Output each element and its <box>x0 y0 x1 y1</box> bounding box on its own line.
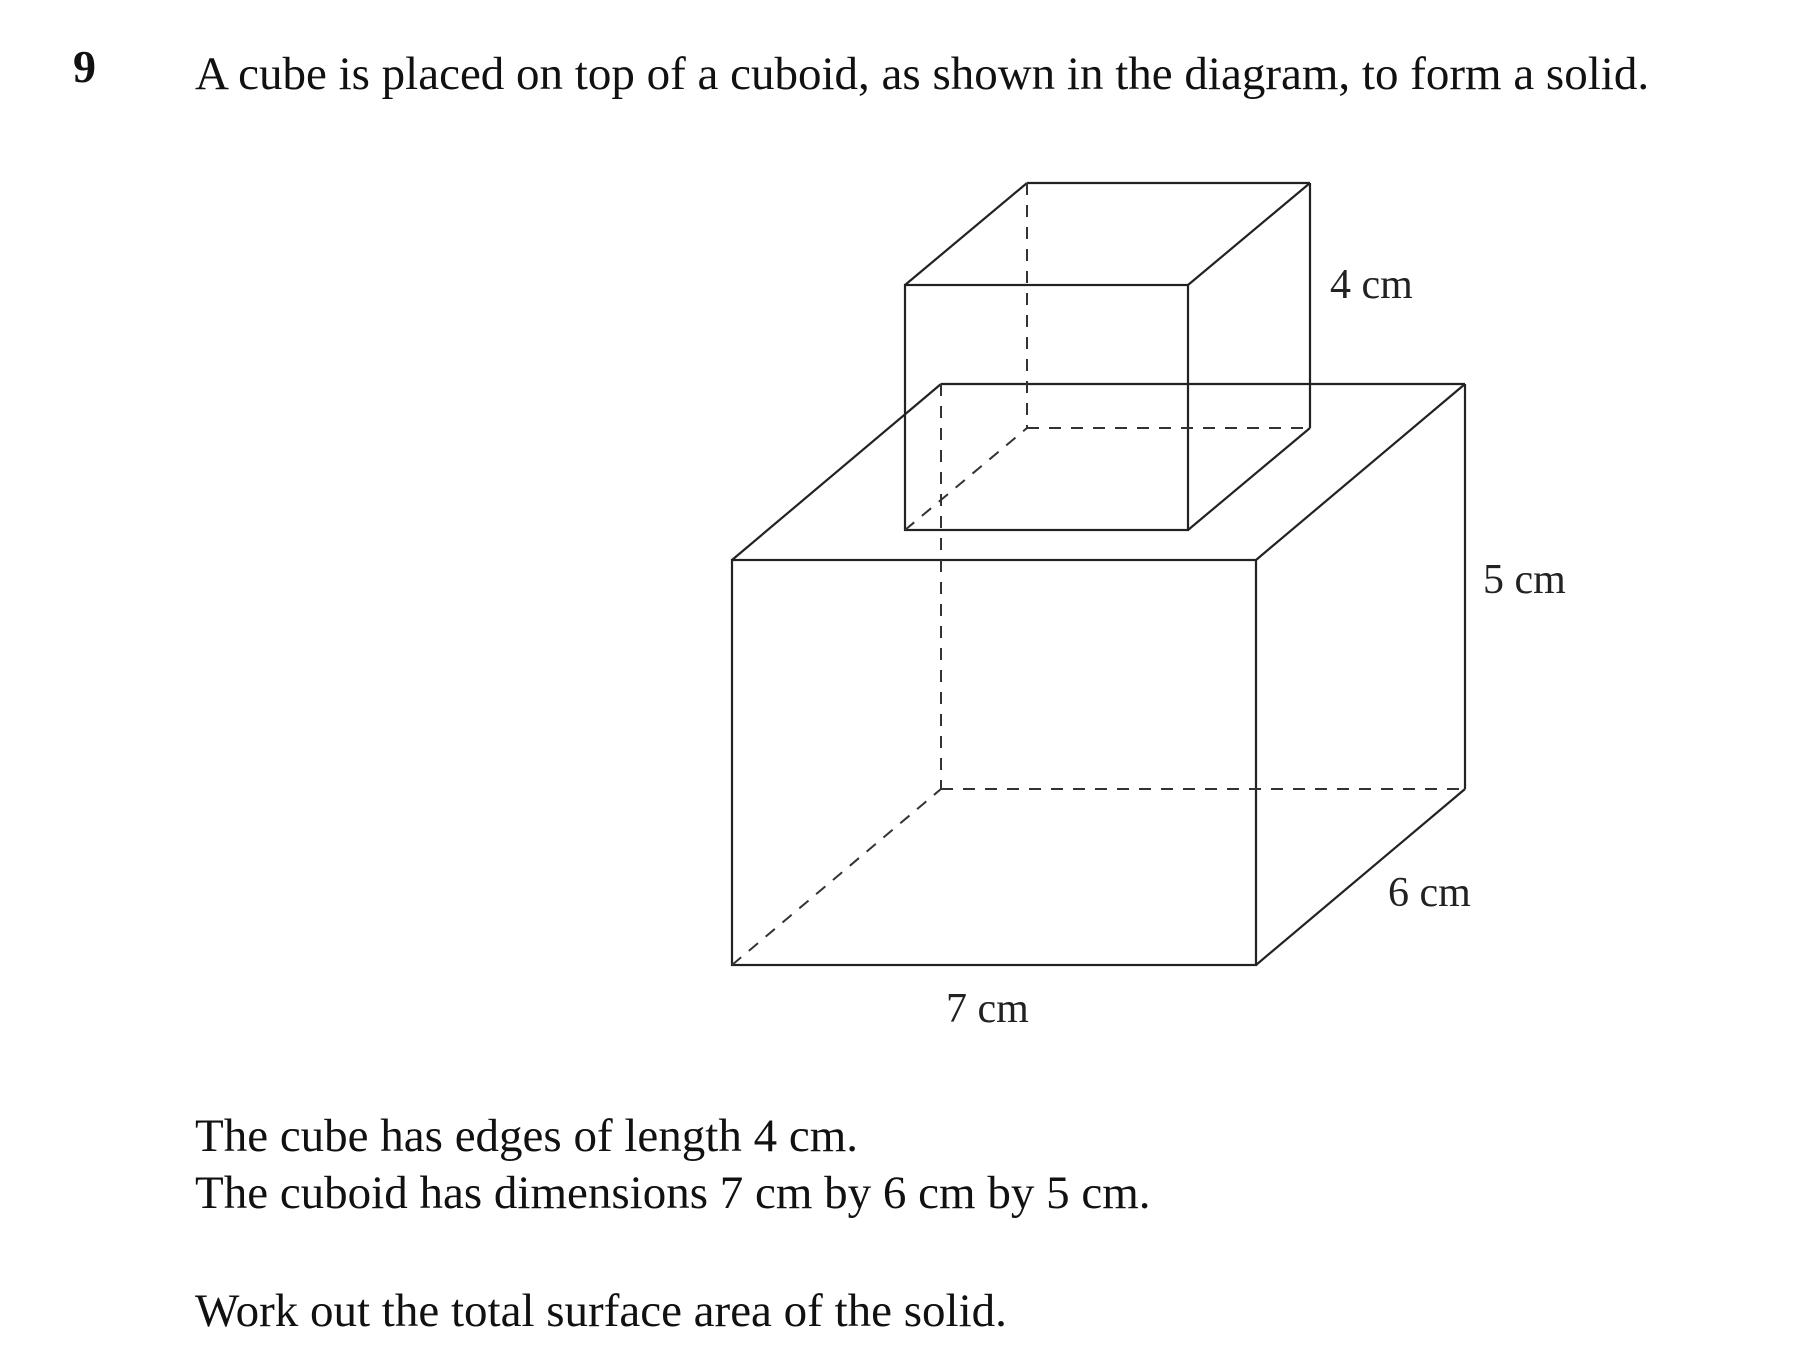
cube-fact: The cube has edges of length 4 cm. <box>195 1110 859 1162</box>
label-cuboid-height: 5 cm <box>1483 557 1566 603</box>
cube-top-right-edge <box>1188 183 1310 285</box>
label-cuboid-depth: 6 cm <box>1388 870 1471 916</box>
cuboid-fact: The cuboid has dimensions 7 cm by 6 cm by 5 cm. <box>195 1167 1151 1219</box>
cube-front-face <box>905 285 1188 530</box>
cuboid-top-right-edge <box>1256 384 1465 560</box>
cube <box>905 183 1310 530</box>
question-number: 9 <box>73 41 96 92</box>
cuboid-top-left-edge <box>732 384 941 560</box>
cuboid-front-face <box>732 560 1256 965</box>
question-intro: A cube is placed on top of a cuboid, as shown in the diagram, to form a solid. <box>195 48 1650 100</box>
cube-top-left-edge <box>905 183 1027 285</box>
cube-bottom-right-edge <box>1188 428 1310 530</box>
cube-hidden-left-bottom-edge <box>905 428 1027 530</box>
label-cube-edge: 4 cm <box>1330 262 1413 308</box>
cuboid <box>732 384 1465 965</box>
cuboid-hidden-left-bottom-edge <box>732 789 941 965</box>
question-task: Work out the total surface area of the solid. <box>195 1285 1007 1337</box>
label-cuboid-width: 7 cm <box>946 986 1029 1032</box>
